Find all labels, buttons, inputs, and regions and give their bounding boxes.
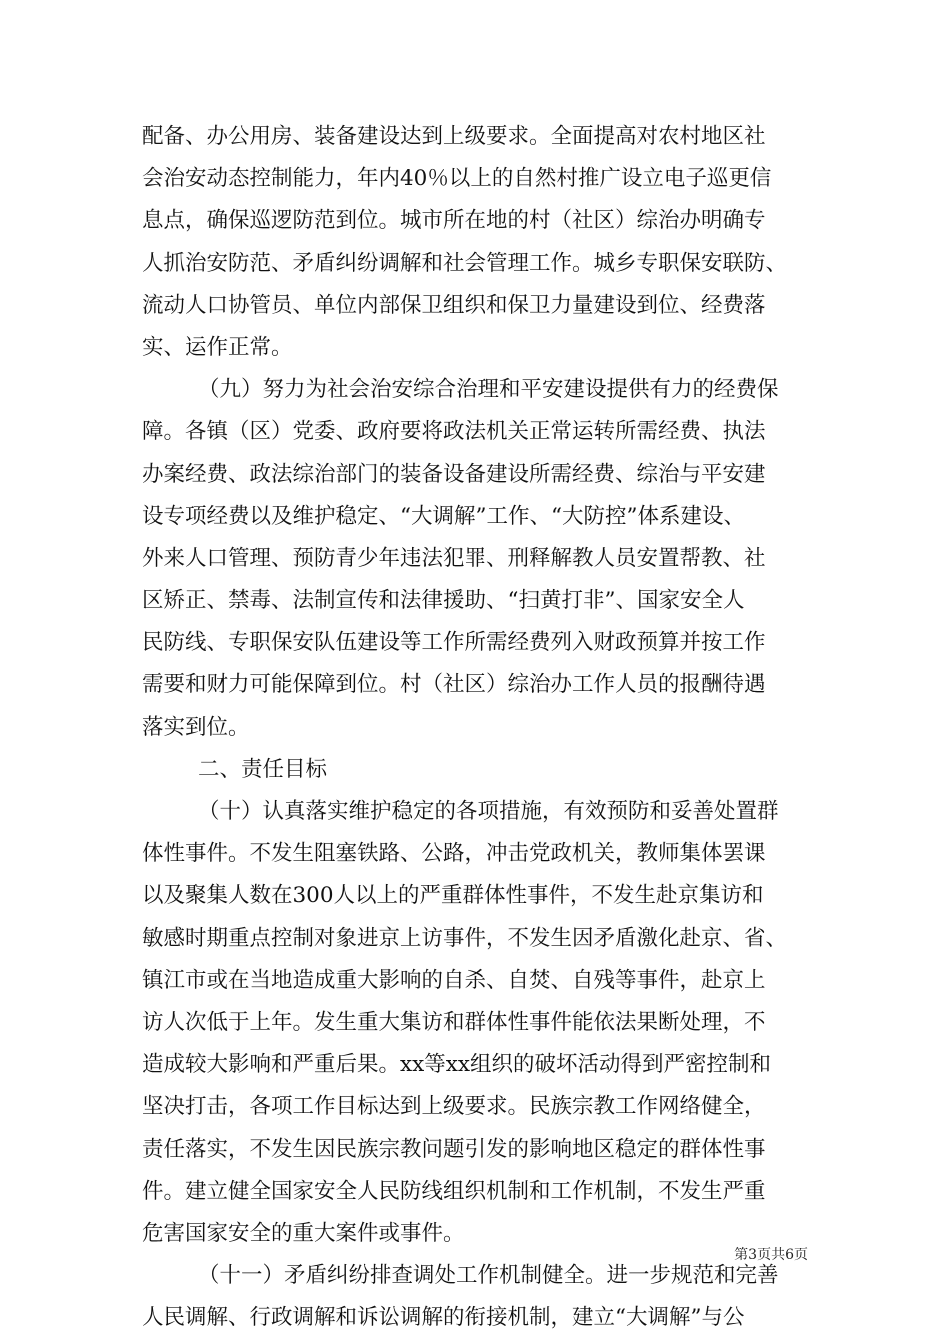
paragraph-start-line: （九）努力为社会治安综合治理和平安建设提供有力的经费保	[198, 377, 779, 403]
text-line: 息点，确保巡逻防范到位。城市所在地的村（社区）综治办明确专	[142, 208, 766, 234]
text-line: 办案经费、政法综治部门的装备设备建设所需经费、综治与平安建	[142, 461, 766, 487]
text-line: 民防线、专职保安队伍建设等工作所需经费列入财政预算并按工作	[142, 630, 766, 656]
text-line: 造成较大影响和严重后果。xx等xx组织的破坏活动得到严密控制和	[142, 1052, 772, 1078]
page-number-footer: 第3页共6页	[734, 1247, 808, 1263]
text-line: 实、运作正常。	[142, 334, 293, 360]
text-line: 落实到位。	[142, 714, 250, 740]
text-line: 镇江市或在当地造成重大影响的自杀、自焚、自残等事件，赴京上	[142, 967, 766, 993]
text-line: 障。各镇（区）党委、政府要将政法机关正常运转所需经费、执法	[142, 419, 766, 445]
text-line: 访人次低于上年。发生重大集访和群体性事件能依法果断处理，不	[142, 1009, 766, 1035]
paragraph-start-line: （十一）矛盾纠纷排查调处工作机制健全。进一步规范和完善	[198, 1263, 779, 1289]
text-line: 区矫正、禁毒、法制宣传和法律援助、“扫黄打非”、国家安全人	[142, 588, 745, 614]
text-line: 需要和财力可能保障到位。村（社区）综治办工作人员的报酬待遇	[142, 672, 766, 698]
text-line: 坚决打击，各项工作目标达到上级要求。民族宗教工作网络健全，	[142, 1094, 766, 1120]
text-line: 件。建立健全国家安全人民防线组织机制和工作机制，不发生严重	[142, 1178, 766, 1204]
text-line: 配备、办公用房、装备建设达到上级要求。全面提高对农村地区社	[142, 124, 766, 149]
text-line: 设专项经费以及维护稳定、“大调解”工作、“大防控”体系建设、	[142, 503, 745, 529]
paragraph-start-line: （十）认真落实维护稳定的各项措施，有效预防和妥善处置群	[198, 799, 779, 824]
section-heading: 二、责任目标	[198, 756, 328, 782]
text-line: 危害国家安全的重大案件或事件。	[142, 1220, 465, 1246]
text-line: 敏感时期重点控制对象进京上访事件，不发生因矛盾激化赴京、省、	[142, 925, 788, 951]
text-line: 流动人口协管员、单位内部保卫组织和保卫力量建设到位、经费落	[142, 292, 766, 318]
text-line: 人抓治安防范、矛盾纠纷调解和社会管理工作。城乡专职保安联防、	[142, 250, 788, 276]
text-line: 人民调解、行政调解和诉讼调解的衔接机制，建立“大调解”与公	[142, 1305, 745, 1331]
text-line: 以及聚集人数在300人以上的严重群体性事件，不发生赴京集访和	[142, 883, 764, 909]
text-line: 外来人口管理、预防青少年违法犯罪、刑释解教人员安置帮教、社	[142, 545, 766, 571]
text-line: 体性事件。不发生阻塞铁路、公路，冲击党政机关，教师集体罢课	[142, 841, 766, 867]
document-body	[142, 116, 810, 1339]
text-line: 责任落实，不发生因民族宗教问题引发的影响地区稳定的群体性事	[142, 1136, 766, 1162]
text-line: 会治安动态控制能力，年内40％以上的自然村推广设立电子巡更信	[142, 166, 772, 192]
